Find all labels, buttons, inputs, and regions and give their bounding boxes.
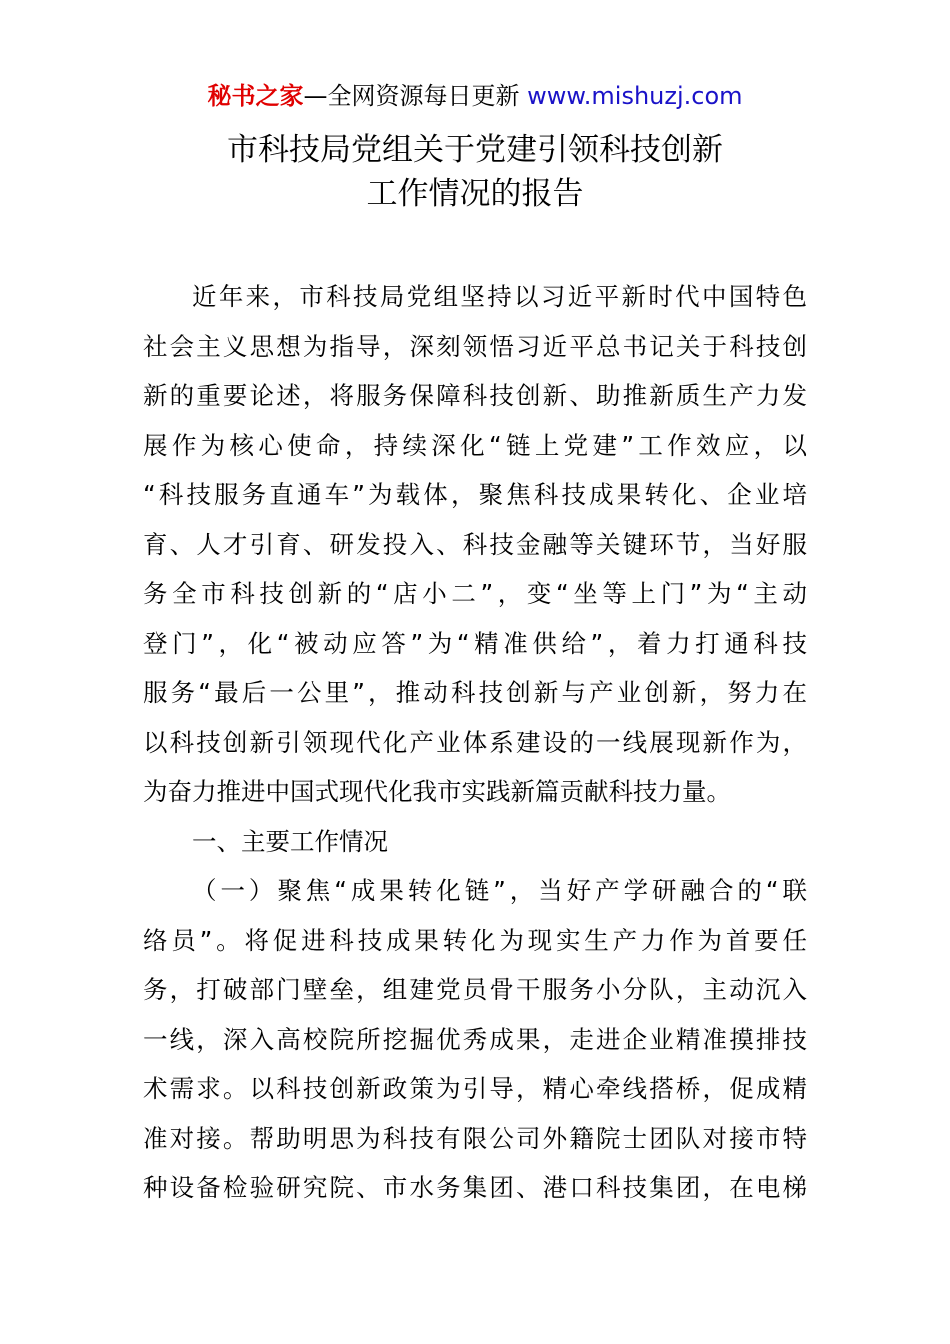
document-title	[0, 128, 950, 216]
paragraph-line: 服务“最后一公里”，推动科技创新与产业创新，努力在	[143, 678, 807, 707]
site-name: 秘书之家	[207, 82, 304, 110]
paragraph-line: 育、人才引育、研发投入、科技金融等关键环节，当好服	[143, 529, 807, 559]
paragraph-line: 务，打破部门壁垒，组建党员骨干服务小分队，主动沉入	[143, 975, 807, 1004]
paragraph-line: 登门”，化“被动应答”为“精准供给”，着力打通科技	[143, 628, 807, 658]
site-header	[0, 80, 950, 112]
paragraph-line: 为奋力推进中国式现代化我市实践新篇贡献科技力量。	[143, 777, 731, 806]
site-tagline: —全网资源每日更新	[303, 82, 520, 110]
paragraph-line: 务全市科技创新的“店小二”，变“坐等上门”为“主动	[143, 579, 807, 608]
paragraph-line: 术需求。以科技创新政策为引导，精心牵线搭桥，促成精	[143, 1074, 807, 1103]
document-title-line-1: 市科技局党组关于党建引领科技创新	[227, 132, 723, 168]
document-body	[143, 272, 807, 1213]
paragraph-line: 近年来，市科技局党组坚持以习近平新时代中国特色	[192, 282, 807, 311]
paragraph-line: 展作为核心使命，持续深化“链上党建”工作效应，以	[143, 430, 807, 460]
intro-paragraph	[143, 272, 807, 817]
paragraph-line: 络员”。将促进科技成果转化为现实生产力作为首要任	[143, 925, 807, 955]
paragraph-line: “科技服务直通车”为载体，聚焦科技成果转化、企业培	[143, 480, 807, 509]
paragraph-line: 社会主义思想为指导，深刻领悟习近平总书记关于科技创	[143, 331, 807, 361]
paragraph-line: 准对接。帮助明思为科技有限公司外籍院士团队对接市特	[143, 1123, 807, 1153]
section-paragraph	[143, 866, 807, 1213]
paragraph-line: 新的重要论述，将服务保障科技创新、助推新质生产力发	[143, 381, 807, 410]
section-heading: 一、主要工作情况	[192, 826, 388, 856]
site-url-link[interactable]: www.mishuzj.com	[527, 82, 743, 110]
paragraph-line: 种设备检验研究院、市水务集团、港口科技集团，在电梯	[143, 1173, 807, 1202]
paragraph-line: 以科技创新引领现代化产业体系建设的一线展现新作为，	[143, 727, 807, 757]
paragraph-line: （一）聚焦“成果转化链”，当好产学研融合的“联	[192, 876, 807, 905]
document-title-line-2: 工作情况的报告	[366, 176, 584, 212]
paragraph-line: 一线，深入高校院所挖掘优秀成果，走进企业精准摸排技	[143, 1024, 807, 1054]
